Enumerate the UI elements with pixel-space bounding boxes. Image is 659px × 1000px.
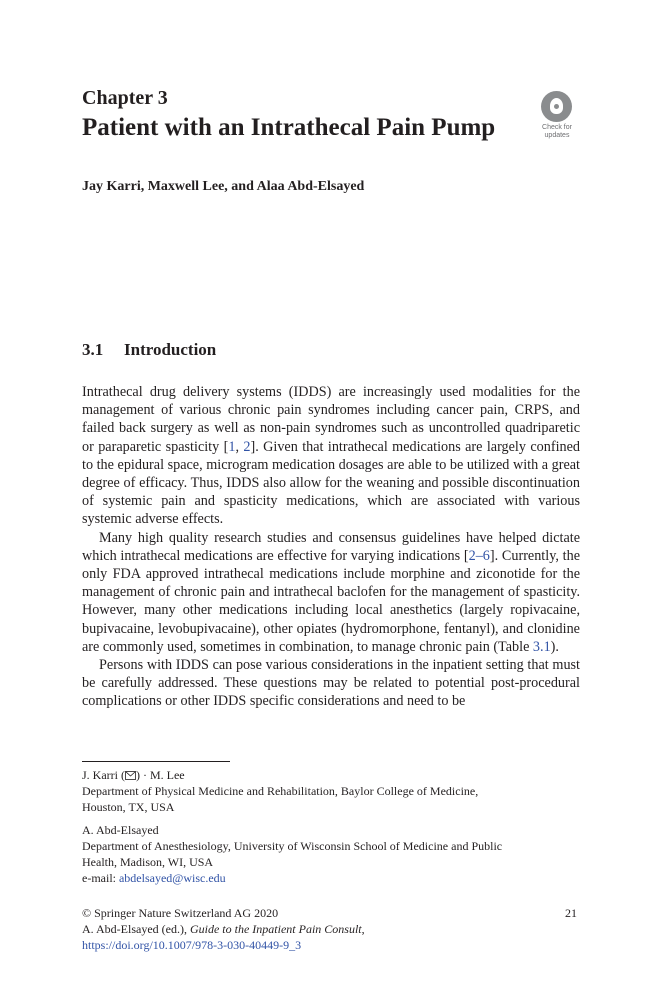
paragraph-text: Intrathecal drug delivery systems (IDDS) are increasingly used modalities for the management of various chronic pain syndromes including cancer pain, CRPS, and failed back surgery as well as non-pain syndromes such as uncontrolled quadriparetic or paraparetic spasticity [ bbox=[82, 384, 580, 455]
affiliation-2-line-2: Health, Madison, WI, USA bbox=[82, 855, 214, 869]
body-text bbox=[82, 383, 580, 711]
paragraph-text: Many high quality research studies and consensus guidelines have helped dictate which intrathecal medications are effective for varying indications [ bbox=[82, 529, 580, 564]
citation-text: A. Abd-Elsayed (ed.), bbox=[82, 922, 190, 936]
doi-link[interactable]: https://doi.org/10.1007/978-3-030-40449-9_3 bbox=[82, 938, 302, 952]
copyright-line: © Springer Nature Switzerland AG 2020 bbox=[82, 906, 279, 920]
paragraph-3: Persons with IDDS can pose various considerations in the inpatient setting that must be carefully addressed. These questions may be related to potential post-procedural complications or other IDDS specific considerations and need to be bbox=[82, 657, 580, 710]
badge-line-1: Check for bbox=[542, 124, 572, 131]
bookmark-check-icon bbox=[541, 91, 572, 122]
affiliation-2-line-1: Department of Anesthesiology, University of Wisconsin School of Medicine and Public bbox=[82, 839, 503, 853]
affiliation-text: ) · M. Lee bbox=[135, 768, 185, 782]
affiliation-1-authors bbox=[82, 767, 582, 783]
copyright-block bbox=[82, 905, 582, 953]
check-for-updates-badge[interactable] bbox=[535, 91, 579, 143]
paragraph-2 bbox=[82, 529, 580, 656]
section-title: Introduction bbox=[124, 340, 217, 359]
email-label: e-mail: bbox=[82, 871, 119, 885]
email-link[interactable]: abdelsayed@wisc.edu bbox=[118, 871, 226, 885]
citation-line bbox=[82, 921, 582, 937]
paragraph-1 bbox=[82, 383, 580, 529]
affiliation-1 bbox=[82, 767, 582, 815]
citation-link[interactable]: 1 bbox=[228, 438, 236, 455]
paragraph-text: , bbox=[235, 438, 244, 455]
affiliation-1-line-1: Department of Physical Medicine and Rehabilitation, Baylor College of Medicine, bbox=[82, 784, 479, 798]
footnotes bbox=[82, 767, 582, 893]
affiliation-1-line-2: Houston, TX, USA bbox=[82, 800, 175, 814]
citation-text: , bbox=[361, 922, 365, 936]
citation-link[interactable]: 2–6 bbox=[468, 547, 490, 564]
badge-text bbox=[535, 124, 579, 139]
page-number: 21 bbox=[565, 906, 577, 920]
table-reference-link[interactable]: 3.1 bbox=[532, 638, 551, 655]
chapter-label: Chapter 3 bbox=[82, 87, 168, 109]
affiliation-text: J. Karri ( bbox=[82, 768, 125, 782]
author-list: Jay Karri, Maxwell Lee, and Alaa Abd-Elsayed bbox=[82, 179, 365, 194]
badge-line-2: updates bbox=[544, 131, 570, 139]
chapter-title: Patient with an Intrathecal Pain Pump bbox=[82, 114, 496, 141]
paragraph-text: ). bbox=[550, 638, 559, 655]
paragraph-text: ]. Currently, the only FDA approved intrathecal medications include morphine and ziconotide for the management of chronic pain and intrathecal baclofen for the management of spasticity. However, many other medications including local anesthetics (largely ropivacaine, bupivacaine, levobupivacaine), other opiates (hydromorphone, fentanyl), and clonidine are commonly used, sometimes in combination, to manage chronic pain (Table bbox=[82, 547, 580, 655]
citation-link[interactable]: 2 bbox=[243, 438, 251, 455]
paragraph-text: ]. Given that intrathecal medications are largely confined to the epidural space, microgram medication dosages are able to be utilized with a great degree of efficacy. Thus, IDDS also allow for the weaning and possible discontinuation of systemic pain and spasticity medications, which are associated with various systemic adverse effects. bbox=[82, 438, 581, 528]
affiliation-2 bbox=[82, 822, 582, 886]
section-heading bbox=[82, 339, 216, 361]
envelope-icon bbox=[125, 768, 136, 782]
affiliation-2-author: A. Abd-Elsayed bbox=[82, 823, 159, 837]
email-line bbox=[82, 870, 582, 886]
book-title: Guide to the Inpatient Pain Consult bbox=[189, 922, 362, 936]
footnote-rule bbox=[82, 761, 230, 762]
section-number: 3.1 bbox=[82, 340, 104, 359]
